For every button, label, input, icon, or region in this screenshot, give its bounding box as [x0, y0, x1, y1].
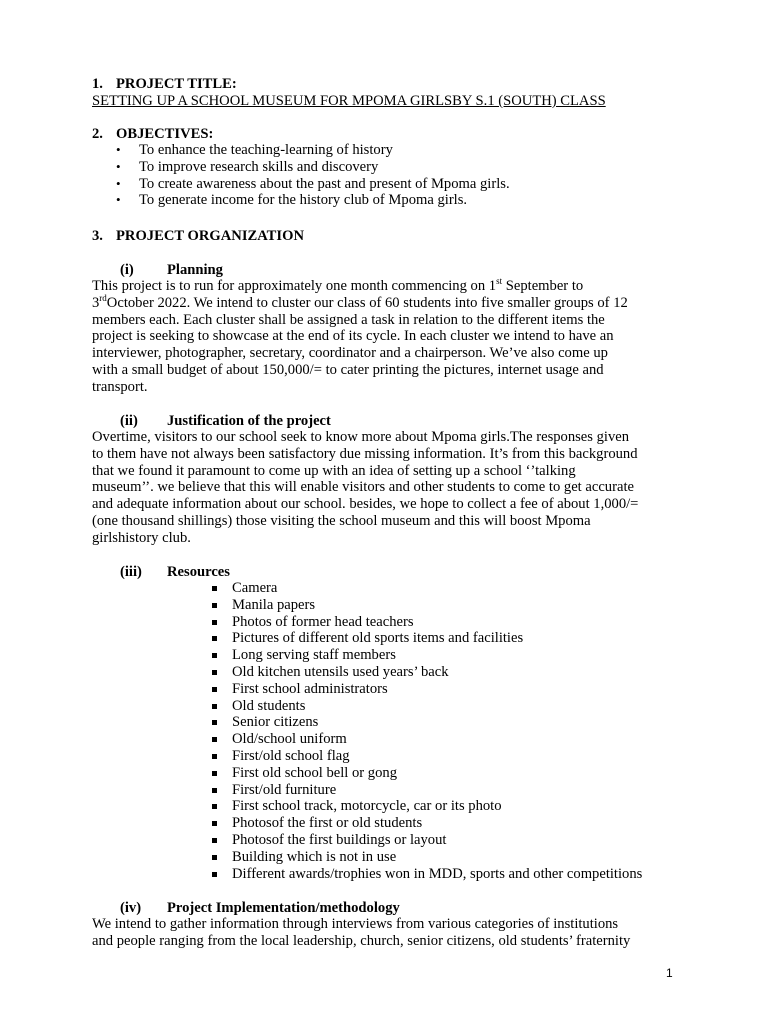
list-item: Different awards/trophies won in MDD, sports and other competitions: [210, 866, 642, 883]
list-item: Building which is not in use: [210, 849, 642, 866]
list-item: First school administrators: [210, 681, 642, 698]
list-item: First/old school flag: [210, 748, 642, 765]
implementation-heading: (iv) Project Implementation/methodology: [120, 900, 400, 916]
list-item: Senior citizens: [210, 714, 642, 731]
project-title: SETTING UP A SCHOOL MUSEUM FOR MPOMA GIRLSBY S.1 (SOUTH) CLASS: [92, 93, 606, 109]
page-number: 1: [666, 966, 673, 980]
list-item: • To create awareness about the past and present of Mpoma girls.: [92, 176, 510, 193]
list-item: Long serving staff members: [210, 647, 642, 664]
list-item: First/old furniture: [210, 782, 642, 799]
list-item: Photos of former head teachers: [210, 614, 642, 631]
list-item: Old kitchen utensils used years’ back: [210, 664, 642, 681]
list-item: • To improve research skills and discovery: [92, 159, 510, 176]
planning-paragraph: This project is to run for approximately one month commencing on 1st September to 3rdOctober 2022. We intend to cluster our class of 60 students into five smaller groups of 12 members each. Each cluster shall be assigned a task in relation to the different items the project is seeking to showcase at the end of its cycle. In each cluster we intend to have an interviewer, photographer, secretary, coordinator and a chairperson. We’ve also come up with a small budget of about 150,000/= to cater printing the pictures, internet usage and transport.: [92, 276, 628, 395]
section-1-heading: 1. PROJECT TITLE:: [92, 76, 237, 92]
section-2-heading: 2. OBJECTIVES:: [92, 126, 214, 142]
list-item: • To enhance the teaching-learning of history: [92, 142, 510, 159]
justification-paragraph: Overtime, visitors to our school seek to know more about Mpoma girls.The responses given to them have not always been satisfactory due missing information. It’s from this background that we found it paramount to come up with an idea of setting up a school ‘’talking museum’’. we believe that this will enable visitors and other students to come to get accurate and adequate information about our school. besides, we hope to collect a fee of about 1,000/= (one thousand shillings) those visiting the school museum and this will boost Mpoma girlshistory club.: [92, 429, 639, 546]
planning-heading: (i) Planning: [120, 262, 223, 278]
list-item: First school track, motorcycle, car or its photo: [210, 798, 642, 815]
objectives-list: [92, 142, 510, 209]
list-item: • To generate income for the history club of Mpoma girls.: [92, 192, 510, 209]
list-item: Old/school uniform: [210, 731, 642, 748]
list-item: First old school bell or gong: [210, 765, 642, 782]
list-item: Camera: [210, 580, 642, 597]
list-item: Photosof the first buildings or layout: [210, 832, 642, 849]
list-item: Pictures of different old sports items and facilities: [210, 630, 642, 647]
section-3-heading: 3. PROJECT ORGANIZATION: [92, 228, 304, 244]
implementation-paragraph: We intend to gather information through interviews from various categories of institutions and people ranging from the local leadership, church, senior citizens, old students’ fraternity: [92, 916, 631, 949]
list-item: Photosof the first or old students: [210, 815, 642, 832]
resources-list: [210, 580, 642, 882]
resources-heading: (iii) Resources: [120, 564, 230, 580]
list-item: Old students: [210, 698, 642, 715]
justification-heading: (ii) Justification of the project: [120, 413, 331, 429]
list-item: Manila papers: [210, 597, 642, 614]
